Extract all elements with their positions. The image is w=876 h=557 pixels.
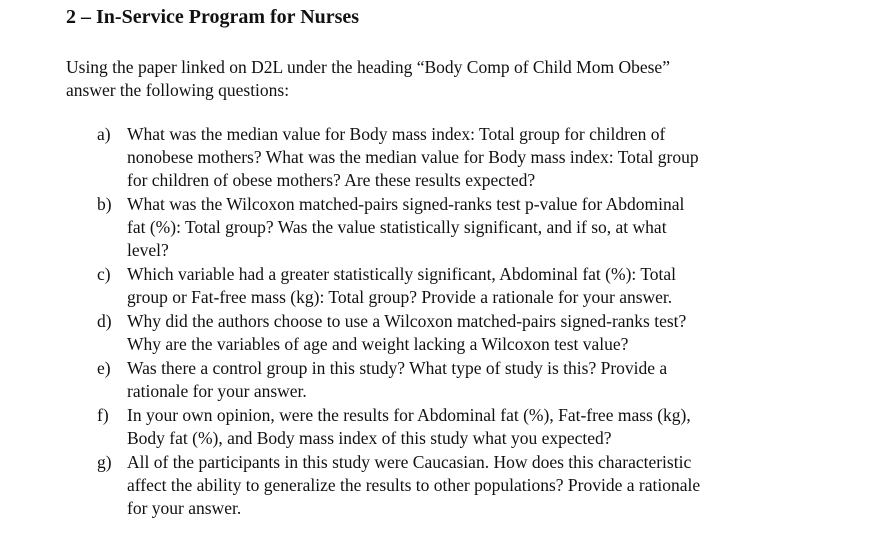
- question-text-line: What was the Wilcoxon matched-pairs signed-ranks test p-value for Abdominal: [127, 194, 685, 214]
- question-text-line: for children of obese mothers? Are these results expected?: [127, 170, 536, 190]
- intro-line: answer the following questions:: [66, 80, 290, 100]
- question-item: [97, 404, 700, 450]
- question-text-line: nonobese mothers? What was the median value for Body mass index: Total group: [127, 147, 699, 167]
- section-title: 2 – In-Service Program for Nurses: [66, 6, 360, 28]
- intro-line: Using the paper linked on D2L under the heading “Body Comp of Child Mom Obese”: [66, 57, 670, 77]
- question-label: a): [97, 124, 111, 144]
- question-text-line: fat (%): Total group? Was the value statistically significant, and if so, at what: [127, 217, 667, 237]
- intro-paragraph: [66, 56, 670, 102]
- question-text-line: affect the ability to generalize the results to other populations? Provide a rationale: [127, 475, 701, 495]
- question-text-line: All of the participants in this study were Caucasian. How does this characteristic: [127, 452, 692, 472]
- question-item: [97, 263, 700, 309]
- question-text-line: Body fat (%), and Body mass index of this study what you expected?: [127, 428, 612, 448]
- question-text-line: Which variable had a greater statistically significant, Abdominal fat (%): Total: [127, 264, 677, 284]
- question-text-line: In your own opinion, were the results for Abdominal fat (%), Fat-free mass (kg),: [127, 405, 691, 425]
- question-label: f): [97, 405, 109, 425]
- question-label: b): [97, 194, 112, 214]
- question-text-line: for your answer.: [127, 498, 242, 518]
- question-label: g): [97, 452, 112, 472]
- question-item: [97, 123, 700, 192]
- question-item: [97, 310, 700, 356]
- question-text-line: What was the median value for Body mass index: Total group for children of: [127, 124, 666, 144]
- question-text-line: group or Fat-free mass (kg): Total group? Provide a rationale for your answer.: [127, 287, 673, 307]
- question-list: [97, 123, 700, 521]
- question-label: d): [97, 311, 112, 331]
- question-item: [97, 193, 700, 262]
- question-text-line: Why are the variables of age and weight lacking a Wilcoxon test value?: [127, 334, 629, 354]
- question-text-line: Was there a control group in this study? What type of study is this? Provide a: [127, 358, 668, 378]
- question-item: [97, 451, 700, 520]
- question-text-line: level?: [127, 240, 169, 260]
- question-text-line: rationale for your answer.: [127, 381, 307, 401]
- question-text-line: Why did the authors choose to use a Wilcoxon matched-pairs signed-ranks test?: [127, 311, 687, 331]
- question-label: e): [97, 358, 111, 378]
- question-label: c): [97, 264, 111, 284]
- question-item: [97, 357, 700, 403]
